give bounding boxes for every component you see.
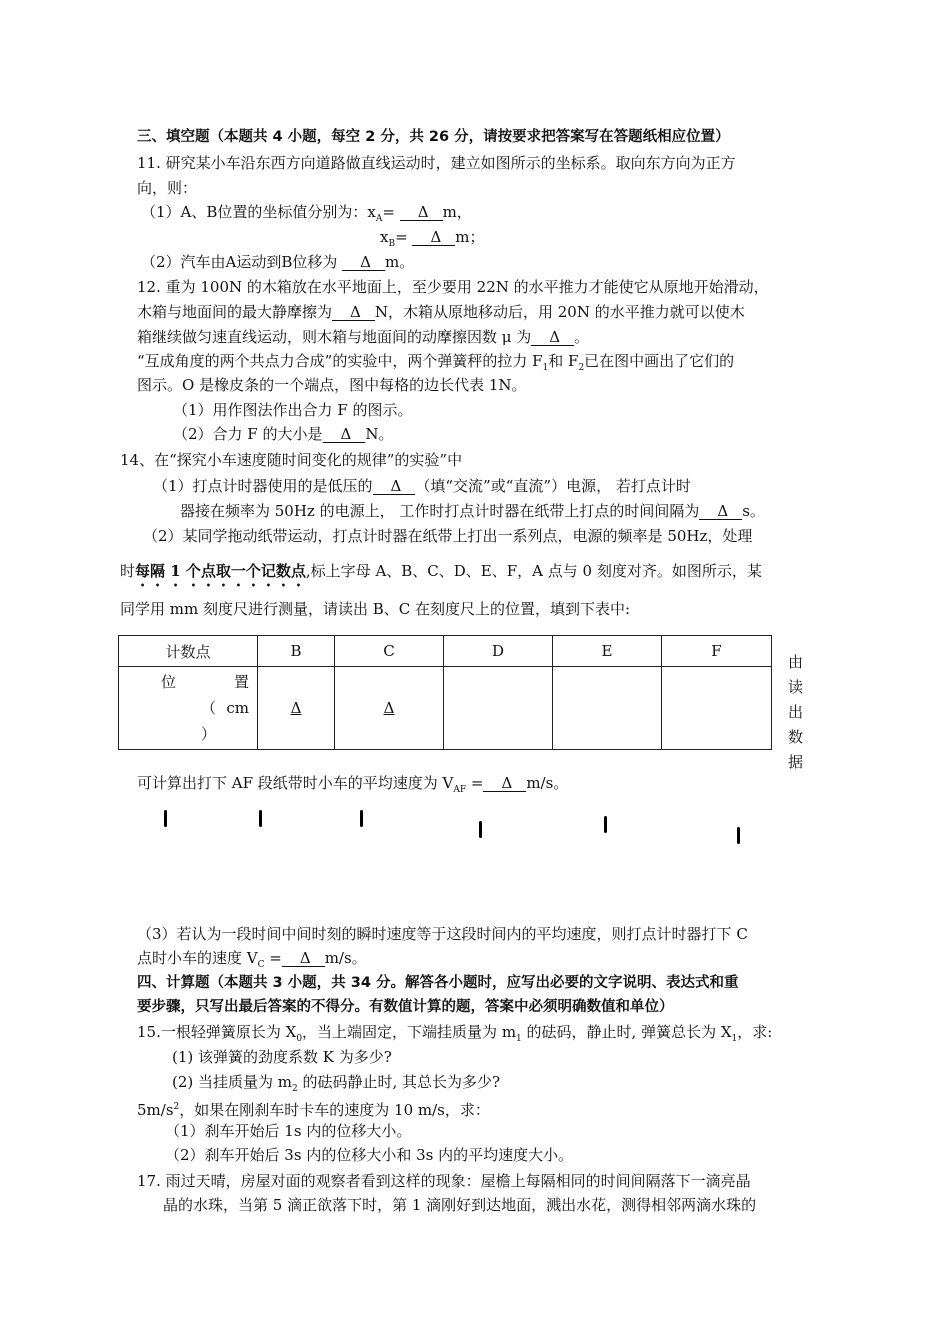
text: = xyxy=(264,949,282,967)
side-note xyxy=(788,650,804,775)
emphasized-text: 每隔 1 个点取一个记数点 xyxy=(135,562,306,580)
side-char: 据 xyxy=(788,753,804,771)
answer-blank[interactable]: Δ xyxy=(531,329,574,346)
answer-blank[interactable]: Δ xyxy=(373,478,416,495)
row-label-part: 位 xyxy=(161,673,177,691)
subscript: AF xyxy=(453,785,467,795)
q14-3b-line xyxy=(137,948,367,975)
q16-line xyxy=(137,1097,490,1120)
text: m/s。 xyxy=(324,949,367,967)
table-header: D xyxy=(444,636,553,667)
text: ，如果在刚刹车时卡车的速度为 10 m/s，求： xyxy=(179,1101,490,1119)
text: 四、计算题（本题共 3 小题，共 34 分。解答各小题时，应写出必要的文字说明、表达式和重 xyxy=(137,975,739,991)
q11-1b-line xyxy=(380,227,485,254)
counting-point-table xyxy=(118,635,772,750)
text: 箱继续做匀速直线运动，则木箱与地面间的动摩擦因数 μ 为 xyxy=(137,328,532,346)
q11-2-line xyxy=(141,252,414,272)
subscript: A xyxy=(375,214,383,224)
text: 图示。O 是橡皮条的一个端点，图中每格的边长代表 1N。 xyxy=(137,376,527,394)
answer-blank[interactable]: Δ xyxy=(282,950,325,967)
text: m， xyxy=(442,203,472,221)
text: （1）用作图法作出合力 F 的图示。 xyxy=(173,401,413,419)
text: （1）打点计时器使用的是低压的 xyxy=(153,477,373,495)
q14-2c-line xyxy=(120,599,630,619)
cell-e[interactable] xyxy=(553,667,662,750)
q13-b-line xyxy=(137,375,527,395)
subscript: C xyxy=(257,960,265,970)
table-header: B xyxy=(258,636,335,667)
cell-c[interactable] xyxy=(335,667,444,750)
text: x xyxy=(380,228,389,246)
q14-2b-line xyxy=(120,561,762,590)
subscript: 2 xyxy=(292,1084,298,1094)
tape-mark xyxy=(479,821,482,838)
q12-line xyxy=(137,277,769,297)
text: ，当上端固定，下端挂质量为 m xyxy=(302,1023,517,1041)
sec3-heading-line xyxy=(137,127,730,147)
text: （2）合力 F 的大小是 xyxy=(173,425,323,443)
text: ，求: xyxy=(737,1023,773,1041)
table-header: C xyxy=(335,636,444,667)
q11-line xyxy=(137,153,736,173)
answer-blank[interactable]: Δ xyxy=(323,426,366,443)
subscript: 1 xyxy=(516,1034,522,1044)
text: 同学用 mm 刻度尺进行测量，请读出 B、C 在刻度尺上的位置，填到下表中: xyxy=(120,600,631,618)
q15-line xyxy=(137,1022,772,1049)
q15-1-line xyxy=(172,1047,392,1067)
answer-blank[interactable]: Δ xyxy=(483,775,526,792)
subscript: 1 xyxy=(542,363,549,373)
table-header: 计数点 xyxy=(119,636,258,667)
answer-blank[interactable]: Δ xyxy=(699,503,742,520)
q14-1-line xyxy=(153,476,691,496)
subscript: 0 xyxy=(296,1034,303,1044)
text: m。 xyxy=(385,253,415,271)
q17-b-line xyxy=(163,1195,756,1215)
text: （2）刹车开始后 3s 内的位移大小和 3s 内的平均速度大小。 xyxy=(165,1146,574,1164)
text: 时 xyxy=(120,562,136,580)
text: 11. 研究某小车沿东西方向道路做直线运动时，建立如图所示的坐标系。取向东方向为正方 xyxy=(137,154,736,172)
row-label xyxy=(119,667,258,750)
text: 向，则： xyxy=(137,179,198,197)
q16-2-line xyxy=(165,1145,573,1165)
text: 木箱与地面间的最大静摩擦为 xyxy=(137,303,333,321)
text: (1) 该弹簧的劲度系数 K 为多少? xyxy=(172,1048,392,1066)
text: 点时小车的速度 V xyxy=(137,949,258,967)
q14-vaf-line xyxy=(137,773,568,800)
answer-blank[interactable]: Δ xyxy=(412,229,455,246)
text: 晶的水珠，当第 5 滴正欲落下时，第 1 滴刚好到达地面，溅出水花，测得相邻两滴水珠的 xyxy=(163,1196,757,1214)
text: s。 xyxy=(742,502,765,520)
text: 5m/s xyxy=(137,1101,174,1119)
text: 器接在频率为 50Hz 的电源上， 工作时打点计时器在纸带上打点的时间间隔为 xyxy=(180,502,700,520)
answer-blank[interactable]: Δ xyxy=(400,204,443,221)
q14-line xyxy=(120,450,462,470)
side-char: 数 xyxy=(788,728,804,746)
subscript: 2 xyxy=(578,363,585,373)
subscript: 1 xyxy=(731,1034,738,1044)
text: ,标上字母 A、B、C、D、E、F，A 点与 0 刻度对齐。如图所示，某 xyxy=(305,562,762,580)
cell-d[interactable] xyxy=(444,667,553,750)
row-label-part: 置 xyxy=(233,673,249,691)
text: = xyxy=(395,228,413,246)
text: （1）A、B位置的坐标值分别为：x xyxy=(141,203,376,221)
row-label-part: ） xyxy=(201,725,217,743)
q12-b-line xyxy=(137,302,745,322)
text: 要步骤，只写出最后答案的不得分。有数值计算的题，答案中必须明确数值和单位） xyxy=(137,999,674,1015)
text: (2) 当挂质量为 m xyxy=(172,1073,293,1091)
text: 的砝码，静止时, 弹簧总长为 X xyxy=(521,1023,732,1041)
text: N。 xyxy=(365,425,394,443)
q13-1-line xyxy=(173,400,413,420)
side-char: 由 xyxy=(788,653,804,671)
text: 三、填空题（本题共 4 小题，每空 2 分，共 26 分，请按要求把答案写在答题纸相应位置） xyxy=(137,129,730,145)
text: 可计算出打下 AF 段纸带时小车的平均速度为 V xyxy=(137,774,454,792)
tape-mark xyxy=(360,810,363,827)
text: （1）刹车开始后 1s 内的位移大小。 xyxy=(165,1122,412,1140)
text: （填“交流”或“直流”）电源， 若打点计时 xyxy=(415,477,691,495)
text: （3）若认为一段时间中间时刻的瞬时速度等于这段时间内的平均速度，则打点计时器打下 C xyxy=(137,925,748,943)
text: 14、在“探究小车速度随时间变化的规律”的实验”中 xyxy=(120,451,463,469)
text: “互成角度的两个共点力合成”的实验中，两个弹簧秤的拉力 F xyxy=(137,352,543,370)
text: 已在图中画出了它们的 xyxy=(584,352,735,370)
q11-1-line xyxy=(141,202,472,229)
tape-mark xyxy=(737,827,740,844)
superscript: 2 xyxy=(173,1102,180,1112)
q14-3-line xyxy=(137,924,748,944)
q12-c-line xyxy=(137,327,589,347)
text: 。 xyxy=(574,328,590,346)
text: 17. 雨过天晴，房屋对面的观察者看到这样的现象：屋檐上每隔相同的时间间隔落下一滴亮晶 xyxy=(137,1172,751,1190)
answer-blank[interactable]: Δ xyxy=(342,254,385,271)
cell-b[interactable] xyxy=(258,667,335,750)
cell-f[interactable] xyxy=(662,667,772,750)
q11-cont-line xyxy=(137,178,197,198)
text: = xyxy=(466,774,484,792)
row-label-part: （ xyxy=(201,699,217,717)
text: （2）汽车由A运动到B位移为 xyxy=(141,253,343,271)
table-header: F xyxy=(662,636,772,667)
text: m/s。 xyxy=(526,774,569,792)
q13-2-line xyxy=(173,424,393,444)
text: （2）某同学拖动纸带运动，打点计时器在纸带上打出一系列点，电源的频率是 50Hz，处理 xyxy=(143,527,753,545)
blank-c: Δ xyxy=(383,699,395,717)
q14-1b-line xyxy=(180,501,765,521)
q15-2-line xyxy=(172,1072,500,1099)
side-char: 读 xyxy=(788,678,804,696)
sec4-heading-line xyxy=(137,973,738,993)
subscript: B xyxy=(388,239,396,249)
q16-1-line xyxy=(165,1121,411,1141)
side-char: 出 xyxy=(788,703,804,721)
table-header: E xyxy=(553,636,662,667)
tape-mark xyxy=(164,810,167,827)
sec4-heading-b-line xyxy=(137,997,674,1017)
text: 15.一根轻弹簧原长为 X xyxy=(137,1023,297,1041)
text: 和 F xyxy=(548,352,579,370)
tape-mark xyxy=(259,810,262,827)
text: 12. 重为 100N 的木箱放在水平地面上，至少要用 22N 的水平推力才能使它从原地开始滑动， xyxy=(137,278,769,296)
text: m； xyxy=(455,228,485,246)
answer-blank[interactable]: Δ xyxy=(332,304,375,321)
blank-b: Δ xyxy=(290,699,302,717)
tape-mark xyxy=(604,816,607,833)
q14-2-line xyxy=(143,526,752,546)
text: N，木箱从原地移动后，用 20N 的水平推力就可以使木 xyxy=(374,303,745,321)
row-label-part: cm xyxy=(226,699,249,717)
text: = xyxy=(382,203,400,221)
q13-line xyxy=(137,351,734,378)
text: 的砝码静止时, 其总长为多少? xyxy=(297,1073,501,1091)
q17-line xyxy=(137,1171,751,1191)
